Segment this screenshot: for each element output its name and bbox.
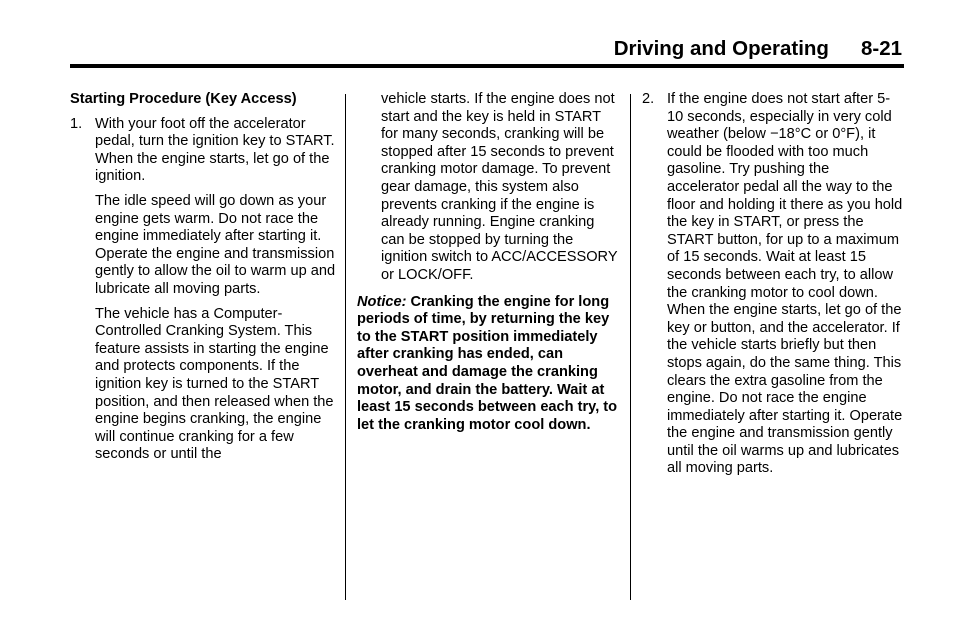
column-divider [345, 94, 346, 600]
step-1-number: 1. [70, 115, 83, 132]
notice-text: Cranking the engine for long periods of time, by returning the key to the START position immediately after cranking has ended, can overheat and damage the cranking motor, and drain the battery. Wait at least 15 seconds between each try, to let the cranking motor cool down. [357, 293, 618, 433]
step-2-number: 2. [642, 91, 655, 107]
step-2-text: If the engine does not start after 5-10 seconds, especially in very cold weather (below −18°C or 0°F), it could be flooded with too much gasoline. Try pushing the accelerator pedal all the way to the floor and holding it there as you hold the key in START, or press the START button, for up to a maximum of 15 seconds. Wait at least 15 seconds between each try, to allow the cranking motor to cool down. When the engine starts, let go of the key or button, and the accelerator. If the vehicle starts briefly but then stops again, do the same thing. This clears the extra gasoline from the engine. Do not race the engine immediately after starting it. Operate the engine and transmission gently until the oil warms up and lubricates all moving parts. [667, 91, 903, 477]
step-2 [642, 91, 904, 478]
column-divider [630, 94, 631, 600]
section-title: Driving and Operating [613, 37, 829, 60]
step-1 [70, 116, 336, 186]
notice-label: Notice: [357, 293, 407, 310]
header-rule [70, 64, 904, 68]
page-header [614, 37, 902, 61]
column-1 [70, 91, 336, 464]
column-3 [642, 91, 904, 478]
step-1-text: With your foot off the accelerator pedal, turn the ignition key to START. When the engine starts, let go of the ignition. [95, 115, 335, 185]
procedure-heading: Starting Procedure (Key Access) [70, 91, 297, 107]
step-1-paragraph-2: The idle speed will go down as your engine gets warm. Do not race the engine immediately after starting it. Operate the engine and transmission gently to allow the oil to warm up and lubricate all moving parts. [95, 192, 336, 297]
column-2 [357, 91, 619, 434]
step-1-continuation: vehicle starts. If the engine does not start and the key is held in START for many seconds, cranking will be stopped after 15 seconds to prevent cranking motor damage. To prevent gear damage, this system also prevents cranking if the engine is already running. Engine cranking can be stopped by turning the ignition switch to ACC/ACCESSORY or LOCK/OFF. [381, 91, 618, 283]
page-number: 8-21 [860, 37, 902, 60]
notice-paragraph [357, 294, 619, 435]
step-1-paragraph-3: The vehicle has a Computer-Controlled Cranking System. This feature assists in starting the engine and protects components. If the ignition key is turned to the START position, and then released when the engine begins cranking, the engine will continue cranking for a few seconds or until the [95, 305, 334, 463]
